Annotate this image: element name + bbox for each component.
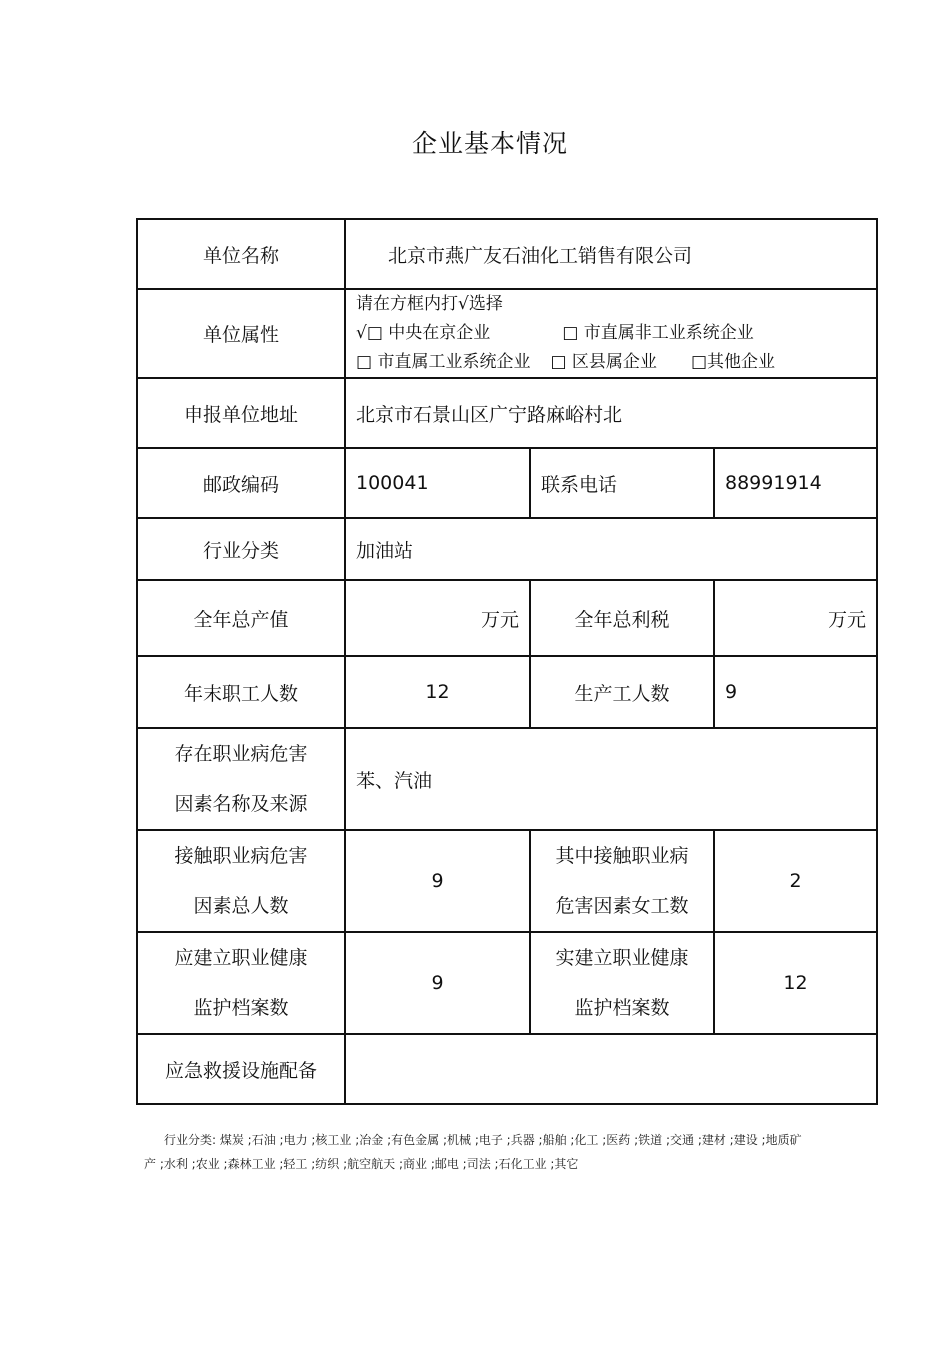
hazards-label-line1: 存在职业病危害: [174, 743, 308, 765]
female-exposed-label: [530, 830, 714, 932]
row-postcode: [137, 448, 877, 518]
checkbox-city-industrial[interactable]: □ 市直属工业系统企业: [356, 352, 531, 372]
checkbox-district-enterprise[interactable]: □ 区县属企业: [550, 352, 657, 372]
industry-value: 加油站: [345, 518, 877, 580]
row-exposed: [137, 830, 877, 932]
female-exposed-value: 2: [714, 830, 877, 932]
exposed-label: [137, 830, 345, 932]
output-label: 全年总产值: [137, 580, 345, 656]
row-output: [137, 580, 877, 656]
exposed-value: 9: [345, 830, 530, 932]
checkbox-other-enterprise[interactable]: □其他企业: [690, 352, 775, 372]
postcode-value: 100041: [345, 448, 530, 518]
emergency-value: [345, 1034, 877, 1104]
production-workers-value: 9: [714, 656, 877, 728]
records-label: [137, 932, 345, 1034]
phone-value: 88991914: [714, 448, 877, 518]
records-label-line1: 应建立职业健康: [174, 947, 308, 969]
actual-records-value: 12: [714, 932, 877, 1034]
checkbox-city-nonindustrial[interactable]: □ 市直属非工业系统企业: [562, 323, 754, 343]
tax-label: 全年总利税: [530, 580, 714, 656]
exposed-label-line1: 接触职业病危害: [174, 845, 308, 867]
page-title: 企业基本情况: [411, 129, 568, 158]
unit-name-value: 北京市燕广友石油化工销售有限公司: [345, 219, 877, 289]
female-exposed-label-line2: 危害因素女工数: [555, 895, 689, 917]
row-hazards: [137, 728, 877, 830]
tax-value: 万元: [714, 580, 877, 656]
note-line1: 行业分类: 煤炭 ;石油 ;电力 ;核工业 ;冶金 ;有色金属 ;机械 ;电子 ;兵器 ;船舶 ;化工 ;医药 ;铁道 ;交通 ;建材 ;建设 ;地质矿: [164, 1133, 802, 1147]
enterprise-info-table: [136, 218, 878, 1105]
postcode-label: 邮政编码: [137, 448, 345, 518]
actual-records-label: [530, 932, 714, 1034]
records-value: 9: [345, 932, 530, 1034]
industry-label: 行业分类: [137, 518, 345, 580]
row-unit-name: [137, 219, 877, 289]
checkbox-central-enterprise[interactable]: √□ 中央在京企业: [356, 323, 491, 343]
actual-records-label-line2: 监护档案数: [574, 997, 670, 1019]
row-records: [137, 932, 877, 1034]
staff-value: 12: [345, 656, 530, 728]
industry-classification-note: [144, 1128, 864, 1176]
production-workers-label: 生产工人数: [530, 656, 714, 728]
exposed-label-line2: 因素总人数: [193, 895, 289, 917]
unit-attr-options: [345, 289, 877, 378]
row-staff: [137, 656, 877, 728]
output-value: 万元: [345, 580, 530, 656]
row-unit-attr: [137, 289, 877, 378]
address-label: 申报单位地址: [137, 378, 345, 448]
emergency-label: 应急救援设施配备: [137, 1034, 345, 1104]
staff-label: 年末职工人数: [137, 656, 345, 728]
note-line2: 产 ;水利 ;农业 ;森林工业 ;轻工 ;纺织 ;航空航天 ;商业 ;邮电 ;司法 ;石化工业 ;其它: [144, 1157, 579, 1171]
address-value: 北京市石景山区广宁路麻峪村北: [345, 378, 877, 448]
row-industry: [137, 518, 877, 580]
phone-label: 联系电话: [530, 448, 714, 518]
records-label-line2: 监护档案数: [193, 997, 289, 1019]
row-emergency: [137, 1034, 877, 1104]
hazards-label-line2: 因素名称及来源: [174, 793, 308, 815]
female-exposed-label-line1: 其中接触职业病: [555, 845, 689, 867]
actual-records-label-line1: 实建立职业健康: [555, 947, 689, 969]
unit-attr-label: 单位属性: [137, 289, 345, 378]
hazards-label: [137, 728, 345, 830]
unit-name-label: 单位名称: [137, 219, 345, 289]
hazards-value: 苯、汽油: [345, 728, 877, 830]
unit-attr-instruction: 请在方框内打√选择: [356, 294, 503, 314]
row-address: [137, 378, 877, 448]
